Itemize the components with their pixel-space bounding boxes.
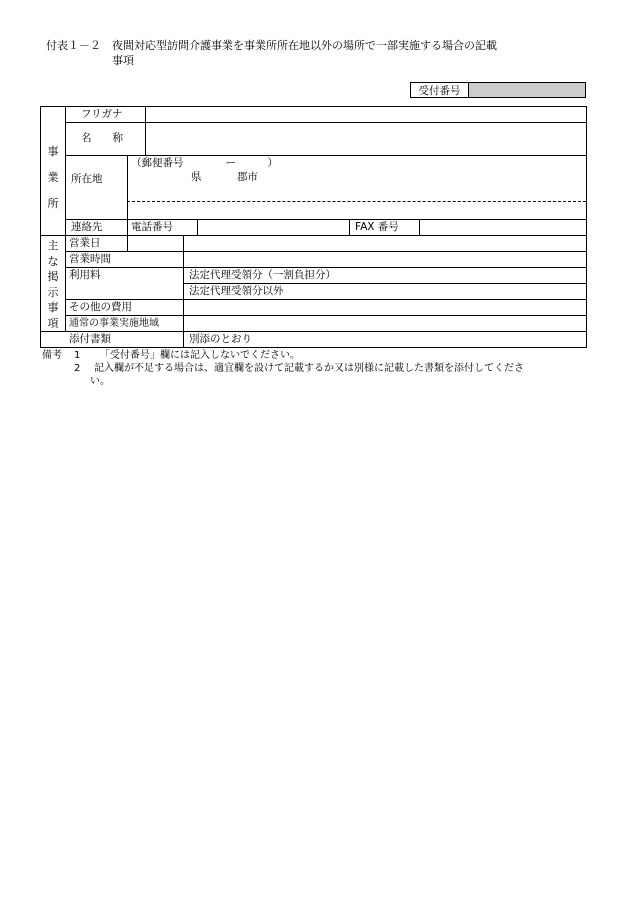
office-side-char-3: 所 [47,197,59,210]
fees-label: 利用料 [69,269,101,281]
items-side-char-4: 示 [47,285,59,299]
form-title-line2: 事項 [112,54,134,67]
receipt-number-box [410,82,586,98]
items-side-char-3: 掲 [47,270,59,283]
fee-non-statutory-label: 法定代理受領分以外 [189,285,284,297]
office-side-char-2: 業 [47,171,59,184]
business-days-label: 営業日 [69,237,101,249]
city-label: 郡市 [237,171,258,183]
phone-label: 電話番号 [131,221,173,233]
note-1-number: 1 [74,350,81,361]
note-2-number: 2 [74,363,81,374]
other-costs-label: その他の費用 [69,301,132,313]
contact-label: 連絡先 [71,221,103,233]
notes-section [42,349,524,388]
business-hours-label: 営業時間 [69,253,111,265]
office-form-table [40,106,587,348]
attachment-value: 別添のとおり [189,333,252,345]
fee-statutory-copay-label: 法定代理受領分（一割負担分） [189,269,336,281]
notes-heading: 備考 [42,350,62,361]
items-side-char-1: 主 [47,239,59,252]
office-side-label [46,143,60,212]
address-label: 所在地 [71,173,103,185]
note-2-continuation: い。 [90,376,110,387]
form-title-line1: 付表１－２ 夜間対応型訪問介護事業を事業所所在地以外の場所で一部実施する場合の記載 [46,39,497,52]
receipt-number-field [469,83,585,97]
items-side-label [46,239,60,330]
office-side-char-1: 事 [47,145,59,158]
fax-label: FAX 番号 [355,221,399,233]
note-1-text: 「受付番号」欄には記入しないでください。 [100,350,300,361]
service-area-label: 通常の事業実施地域 [69,318,159,329]
prefecture-label: 県 [191,171,202,183]
postal-code-label: （郵便番号 ー ） [131,157,278,169]
items-side-char-6: 項 [47,316,59,330]
form-title [46,38,497,68]
receipt-number-label: 受付番号 [411,83,469,97]
attachment-label: 添付書類 [69,333,111,345]
note-2-text: 記入欄が不足する場合は、適宜欄を設けて記載するか又は別様に記載した書類を添付してくださ [94,363,524,374]
items-side-char-2: な [47,254,59,268]
furigana-label: フリガナ [81,108,123,120]
items-side-char-5: 事 [47,301,59,314]
name-label: 名 称 [81,132,123,144]
